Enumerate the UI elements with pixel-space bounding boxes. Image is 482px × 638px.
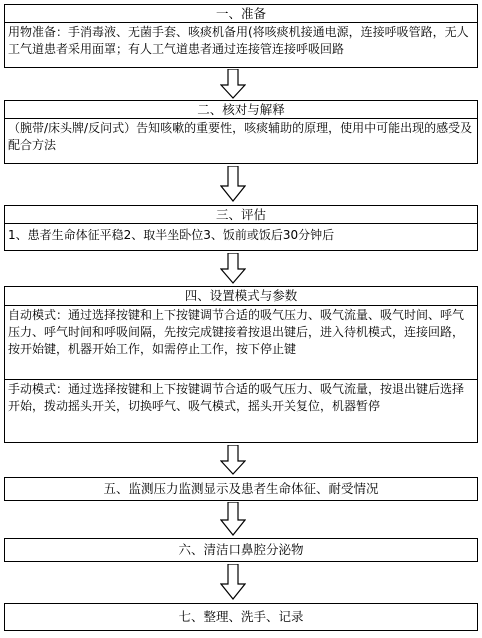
down-arrow-2 (220, 166, 246, 202)
step-1-text: 用物准备：手消毒液、无菌手套、咳痰机备用(将咳痰机接通电源，连接呼吸管路，无人工气道患者采用面罩；有人工气道患者通过连接管连接呼吸回路 (8, 25, 469, 56)
step-2-text: （腕带/床头牌/反问式）告知咳嗽的重要性，咳痰辅助的原理，使用中可能出现的感受及配合方法 (8, 121, 473, 152)
step-1-box (4, 4, 478, 68)
step-3-text: 1、患者生命体征平稳2、取半坐卧位3、饭前或饭后30分钟后 (8, 228, 335, 242)
step-2-title: 二、核对与解释 (5, 101, 477, 119)
step-7-title: 七、整理、洗手、记录 (178, 609, 304, 624)
step-3-title: 三、评估 (5, 206, 477, 224)
step-4-box (4, 286, 478, 443)
manual-mode-text: 手动模式：通过选择按键和上下按键调节合适的吸气压力、吸气流量，按退出键后选择开始，拨动摇头开关，切换呼气、吸气模式，摇头开关复位，机器暂停 (5, 379, 477, 417)
down-arrow-5 (220, 502, 246, 536)
step-6-title: 六、清洁口鼻腔分泌物 (178, 542, 304, 557)
step-6-box (4, 538, 478, 562)
down-arrow-6 (220, 564, 246, 600)
down-arrow-4 (220, 445, 246, 475)
step-7-box (4, 603, 478, 631)
step-2-box (4, 100, 478, 164)
down-arrow-3 (220, 253, 246, 284)
step-3-box (4, 205, 478, 251)
down-arrow-1 (220, 69, 246, 99)
step-1-title: 一、准备 (5, 5, 477, 23)
auto-mode-text: 自动模式：通过选择按键和上下按键调节合适的吸气压力、吸气流量、吸气时间、呼气压力、呼气时间和呼吸间隔，先按完成键接着按退出键后，进入待机模式，连接回路，按开始键，机器开始工作，如需停止工作，按下停止键 (8, 308, 465, 356)
step-5-box (4, 477, 478, 501)
step-5-title: 五、监测压力监测显示及患者生命体征、耐受情况 (103, 481, 379, 496)
step-4-title: 四、设置模式与参数 (5, 287, 477, 306)
